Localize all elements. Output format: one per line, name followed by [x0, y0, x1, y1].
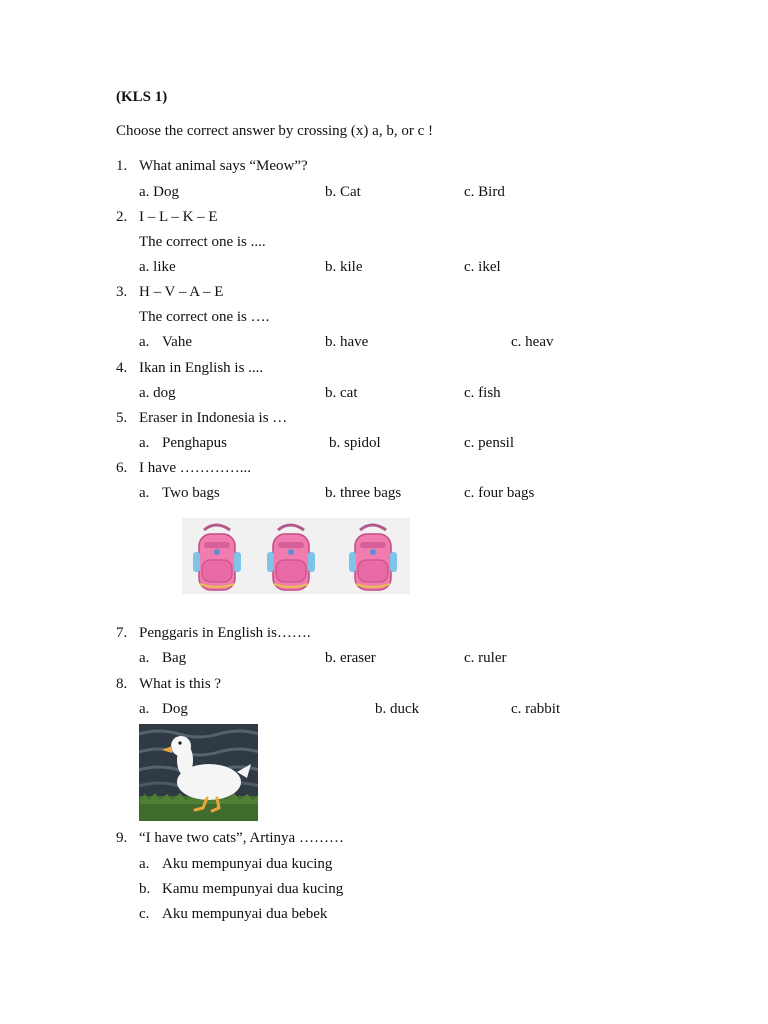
question-number: 6.	[116, 460, 128, 476]
option-a: Vahe	[162, 334, 192, 350]
option-a: a. dog	[139, 385, 176, 401]
question-number: 7.	[116, 625, 128, 641]
option-b: b. cat	[325, 385, 358, 401]
option-b: b. Cat	[325, 184, 361, 200]
option-b: b. three bags	[325, 485, 402, 501]
option-a-letter: a.	[139, 435, 150, 451]
question-number: 9.	[116, 830, 128, 846]
question-subtext: The correct one is ....	[139, 234, 266, 250]
option-c: c. heav	[511, 334, 554, 350]
question-number: 3.	[116, 284, 128, 300]
question-number: 1.	[116, 158, 128, 174]
question-subtext: The correct one is ….	[139, 309, 270, 325]
option-c-letter: c.	[139, 906, 150, 922]
question-text: Eraser in Indonesia is …	[139, 410, 288, 426]
question-text: What is this ?	[139, 676, 222, 692]
option-b: b. spidol	[329, 435, 381, 451]
question-text: I have …………...	[139, 460, 252, 476]
option-b: b. kile	[325, 259, 363, 275]
question-number: 8.	[116, 676, 128, 692]
pink-backpack-icon	[349, 525, 397, 590]
option-a-letter: a.	[139, 701, 150, 717]
option-c: c. ikel	[464, 259, 501, 275]
option-b: b. eraser	[325, 650, 376, 666]
option-b: Kamu mempunyai dua kucing	[162, 881, 344, 897]
question-number: 2.	[116, 209, 128, 225]
bags-picture	[182, 518, 410, 594]
option-a-letter: a.	[139, 334, 150, 350]
option-a: Penghapus	[162, 435, 227, 451]
instruction: Choose the correct answer by crossing (x) a, b, or c !	[116, 123, 433, 139]
option-a-letter: a.	[139, 485, 150, 501]
duck-picture	[139, 724, 258, 821]
option-b: b. duck	[375, 701, 420, 717]
question-text: What animal says “Meow”?	[139, 158, 308, 174]
option-b: b. have	[325, 334, 369, 350]
option-a: Aku mempunyai dua kucing	[162, 856, 333, 872]
option-c: c. fish	[464, 385, 501, 401]
question-text: Ikan in English is ....	[139, 360, 264, 376]
question-text: Penggaris in English is…….	[139, 625, 311, 641]
option-a-letter: a.	[139, 856, 150, 872]
worksheet-title: (KLS 1)	[116, 89, 168, 105]
option-a: Bag	[162, 650, 187, 666]
option-c: c. rabbit	[511, 701, 561, 717]
question-text: I – L – K – E	[139, 209, 218, 225]
option-c: c. pensil	[464, 435, 514, 451]
option-c: c. Bird	[464, 184, 505, 200]
pink-backpack-icon	[193, 525, 241, 590]
question-number: 4.	[116, 360, 128, 376]
option-c: c. ruler	[464, 650, 507, 666]
pink-backpack-icon	[267, 525, 315, 590]
question-text: “I have two cats”, Artinya ………	[139, 830, 344, 846]
option-a-letter: a.	[139, 650, 150, 666]
option-b-letter: b.	[139, 881, 151, 897]
option-a: Two bags	[162, 485, 220, 501]
option-c: Aku mempunyai dua bebek	[162, 906, 328, 922]
option-a: a. like	[139, 259, 176, 275]
question-text: H – V – A – E	[139, 284, 224, 300]
option-c: c. four bags	[464, 485, 535, 501]
option-a: Dog	[162, 701, 188, 717]
question-number: 5.	[116, 410, 128, 426]
option-a: a. Dog	[139, 184, 179, 200]
